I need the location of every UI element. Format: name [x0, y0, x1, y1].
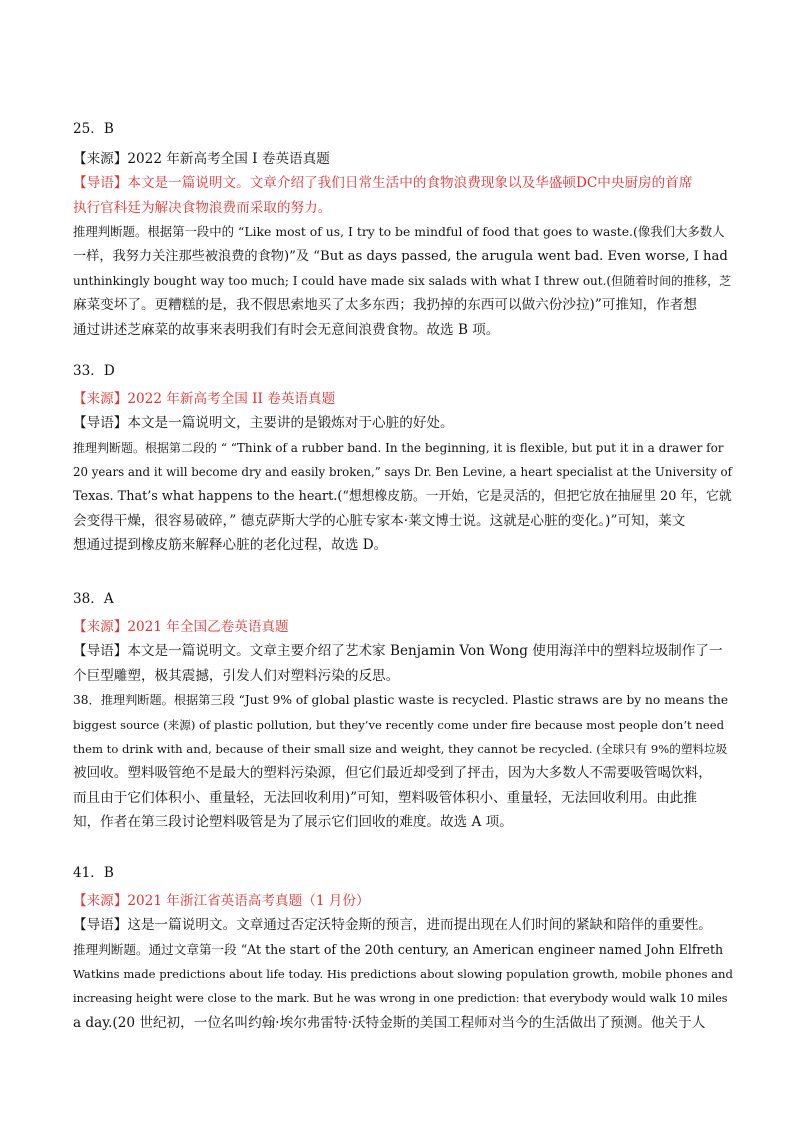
- source-line: 【来源】2021 年浙江省英语高考真题（1 月份）: [73, 893, 370, 909]
- answer-section-25: [73, 117, 733, 342]
- guide-line: 【导语】这是一篇说明文。文章通过否定沃特金斯的预言，进而提出现在人们时间的紧缺和陪伴的重要性。: [73, 917, 712, 934]
- guide-line: 【导语】本文是一篇说明文，主要讲的是锻炼对于心脏的好处。: [73, 415, 454, 432]
- analysis-line: biggest source (来源) of plastic pollution, but they’ve recently come under fire because most people don’t need: [73, 717, 725, 732]
- analysis-line: a day.(20 世纪初，一位名叫约翰·埃尔弗雷特·沃特金斯的美国工程师对当今的生活做出了预测。他关于人: [73, 1014, 706, 1031]
- analysis-line: 会变得干燥，很容易破碎，” 德克萨斯大学的心脏专家本·莱文博士说。这就是心脏的变化。)”可知，莱文: [73, 512, 686, 529]
- analysis-line: 被回收。塑料吸管绝不是最大的塑料污染源，但它们最近却受到了抨击，因为大多数人不需要吸管喝饮料，: [73, 765, 712, 782]
- answer-section-38: [73, 587, 733, 835]
- analysis-line: 想通过提到橡皮筋来解释心脏的老化过程，故选 D。: [73, 537, 388, 554]
- analysis-line: them to drink with and, because of their small size and weight, they cannot be recycled. (全球只有 9%的塑料垃圾: [73, 741, 728, 756]
- guide-line: 执行官科廷为解决食物浪费而采取的努力。: [73, 199, 332, 216]
- answer-section-41: [73, 861, 733, 1035]
- analysis-line: 知，作者在第三段讨论塑料吸管是为了展示它们回收的难度。故选 A 项。: [73, 814, 513, 831]
- question-number: 25．B: [73, 121, 114, 137]
- analysis-line: 麻菜变坏了。更糟糕的是，我不假思索地买了太多东西；我扔掉的东西可以做六份沙拉)”可推知，作者想: [73, 297, 697, 314]
- guide-line: 【导语】本文是一篇说明文。文章主要介绍了艺术家 Benjamin Von Wong 使用海洋中的塑料垃圾制作了一: [73, 643, 723, 660]
- guide-line: 【导语】本文是一篇说明文。文章介绍了我们日常生活中的食物浪费现象以及华盛顿DC中央厨房的首席: [73, 175, 693, 192]
- analysis-line: 20 years and it will become dry and easily broken,” says Dr. Ben Levine, a heart specialist at the University of: [73, 465, 732, 480]
- analysis-line: unthinkingly bought way too much; I could have made six salads with what I threw out.(但随着时间的推移，芝: [73, 273, 732, 288]
- source-line: 【来源】2021 年全国乙卷英语真题: [73, 619, 289, 635]
- analysis-line: 推理判断题。根据第一段中的 “Like most of us, I try to be mindful of food that goes to waste.(像我们大多数人: [73, 224, 725, 240]
- analysis-line: 推理判断题。根据第二段的 “ “Think of a rubber band. In the beginning, it is flexible, but put it in a drawer for: [73, 440, 724, 455]
- analysis-line: increasing height were close to the mark. But he was wrong in one prediction: that everybody would walk 10 miles: [73, 991, 728, 1005]
- analysis-line: 38．推理判断题。根据第三段 “Just 9% of global plastic waste is recycled. Plastic straws are by no means the: [73, 693, 729, 708]
- analysis-line: 推理判断题。通过文章第一段 “At the start of the 20th century, an American engineer named John Elfreth: [73, 941, 724, 957]
- analysis-line: Watkins made predictions about life today. His predictions about slowing population growth, mobile phones and: [73, 967, 733, 982]
- analysis-line: 通过讲述芝麻菜的故事来表明我们有时会无意间浪费食物。故选 B 项。: [73, 321, 500, 338]
- source-line: 【来源】2022 年新高考全国 I 卷英语真题: [73, 151, 330, 167]
- answer-section-33: [73, 359, 733, 558]
- question-number: 38．A: [73, 591, 114, 607]
- source-line: 【来源】2022 年新高考全国 II 卷英语真题: [73, 391, 336, 407]
- analysis-line: 而且由于它们体积小、重量轻，无法回收利用)”可知，塑料吸管体积小、重量轻，无法回收利用。由此推: [73, 789, 697, 806]
- question-number: 33．D: [73, 363, 115, 379]
- analysis-line: 一样，我努力关注那些被浪费的食物)”及 “But as days passed, the arugula went bad. Even worse, I had: [73, 248, 728, 264]
- question-number: 41．B: [73, 865, 114, 881]
- guide-line: 个巨型雕塑，极其震撼，引发人们对塑料污染的反思。: [73, 667, 400, 684]
- analysis-line: Texas. That’s what happens to the heart.(“想想橡皮筋。一开始，它是灵活的，但把它放在抽屉里 20 年，它就: [73, 488, 732, 504]
